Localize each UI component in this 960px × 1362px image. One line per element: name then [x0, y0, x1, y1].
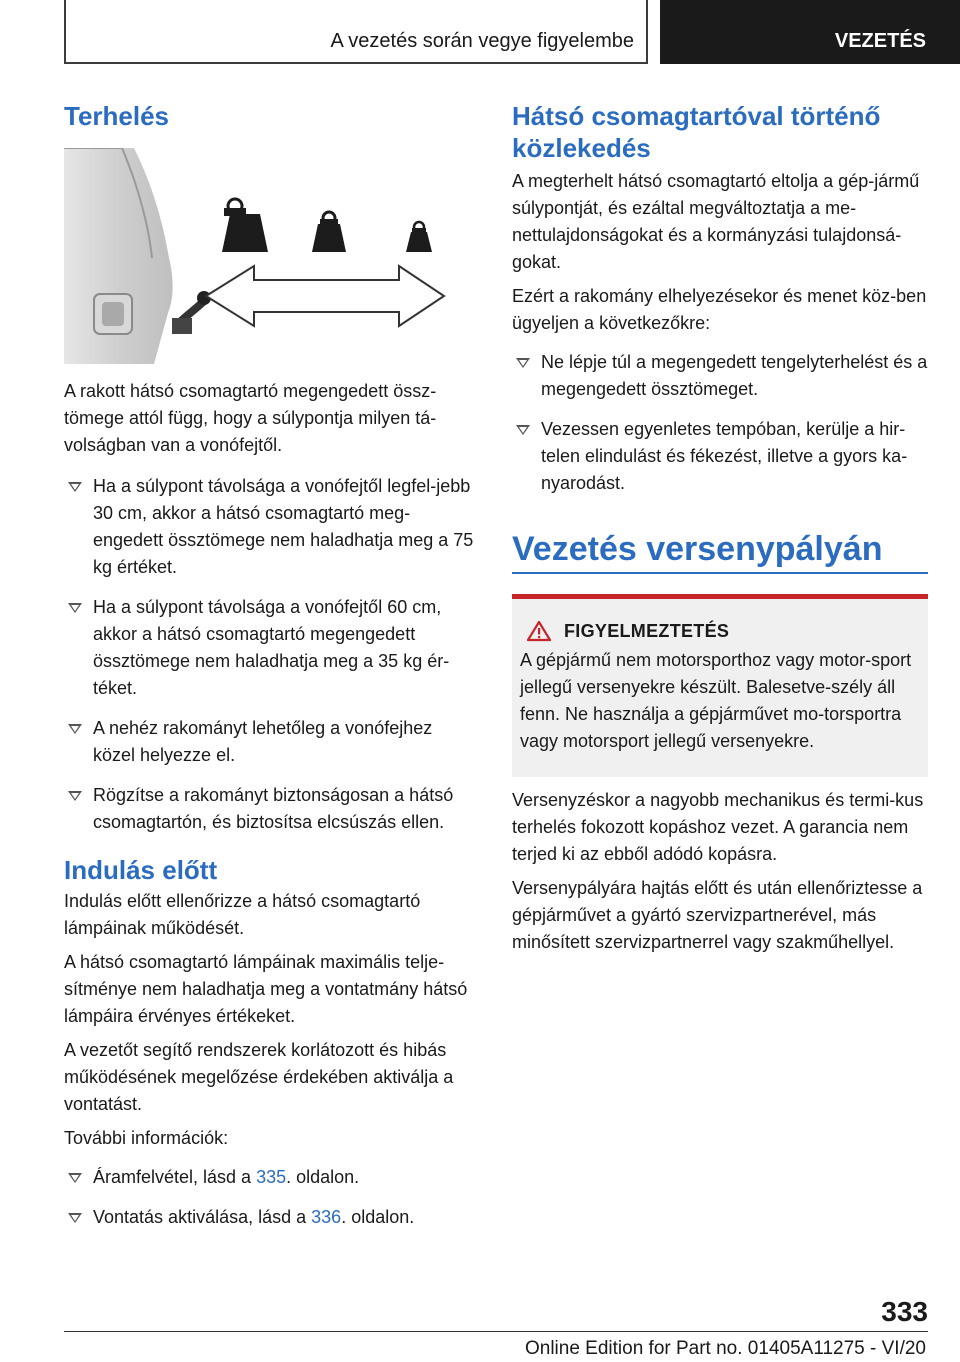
indulas-p3: A vezetőt segítő rendszerek korlátozott és hibás működésének megelőzése érdekében aktiválja a vontatást.	[64, 1040, 454, 1114]
bullet-arrow-icon	[516, 358, 530, 368]
heading-indulas-elott: Indulás előtt	[64, 855, 218, 885]
list-item: Rögzítse a rakományt biztonságosan a hátsó csomagtartón, és biztosítsa elcsúszás ellen.	[64, 782, 478, 836]
list-item: Ha a súlypont távolsága a vonófejtől legfel-jebb 30 cm, akkor a hátsó csomagtartó meg-engedett össztömege nem haladhatja meg a 75 kg értéket.	[64, 473, 478, 581]
footer-divider	[64, 1331, 928, 1332]
verseny-p1: Versenyzéskor a nagyobb mechanikus és termi-kus terhelés fokozott kopáshoz vezet. A garancia nem terjed ki az ebből adódó kopásra.	[512, 790, 924, 864]
heading-terheles: Terhelés	[64, 101, 170, 131]
page-number: 333	[881, 1296, 928, 1327]
heading-hatso-csomagtarto: Hátsó csomagtartóval történő közlekedés	[512, 101, 881, 163]
towbar-load-illustration	[64, 148, 474, 364]
terheles-intro: A rakott hátsó csomagtartó megengedett össz-tömege attól függ, hogy a súlypontja milyen tá-volságban van a vonófejtől.	[64, 381, 437, 455]
list-item: Vezessen egyenletes tempóban, kerülje a hir-telen elindulást és fékezést, illetve a gyors ka-nyarodást.	[512, 416, 928, 497]
bullet-arrow-icon	[68, 603, 82, 613]
indulas-p2: A hátsó csomagtartó lámpáinak maximális telje-sítménye nem haladhatja meg a vontatmány hátsó lámpáira érvényes értékeket.	[64, 952, 468, 1026]
list-item: Áramfelvétel, lásd a 335. oldalon.	[64, 1164, 478, 1191]
csomagtarto-p1: A megterhelt hátsó csomagtartó eltolja a gép-jármű súlypontját, és ezáltal megváltoztatja a me-nettulajdonságokat és a kormányzási tulajdonsá-gokat.	[512, 171, 920, 272]
warning-triangle-icon	[526, 620, 552, 642]
header-chapter-tab[interactable]: VEZETÉS	[660, 0, 960, 64]
list-item: Ha a súlypont távolsága a vonófejtől 60 cm, akkor a hátsó csomagtartó megengedett össztömege nem haladhatja meg a 35 kg ér-téket.	[64, 594, 478, 702]
edition-footer: Online Edition for Part no. 01405A11275 - VI/20	[524, 1338, 926, 1359]
terheles-list	[64, 473, 478, 836]
reference-list	[64, 1164, 478, 1231]
left-column	[64, 100, 478, 1231]
indulas-p4: További információk:	[64, 1128, 229, 1148]
csomagtarto-p2: Ezért a rakomány elhelyezésekor és menet köz-ben ügyeljen a következőkre:	[512, 286, 927, 333]
warning-box	[512, 594, 928, 777]
bullet-arrow-icon	[68, 1213, 82, 1223]
indulas-p1: Indulás előtt ellenőrizze a hátsó csomagtartó lámpáinak működését.	[64, 891, 421, 938]
list-item: Vontatás aktiválása, lásd a 336. oldalon.	[64, 1204, 478, 1231]
page-link-336[interactable]: 336	[311, 1207, 342, 1227]
bullet-arrow-icon	[516, 425, 530, 435]
page-link-335[interactable]: 335	[256, 1167, 287, 1187]
csomagtarto-list	[512, 349, 928, 497]
list-item: A nehéz rakományt lehetőleg a vonófejhez közel helyezze el.	[64, 715, 478, 769]
bullet-arrow-icon	[68, 482, 82, 492]
towbar-load-figure	[64, 148, 474, 364]
heading-versenypalyan: Vezetés versenypályán	[512, 528, 928, 574]
header-section-title: A vezetés során vegye figyelembe	[64, 0, 648, 64]
bullet-arrow-icon	[68, 1173, 82, 1183]
list-item: Ne lépje túl a megengedett tengelyterhelést és a megengedett össztömeget.	[512, 349, 928, 403]
warning-title: FIGYELMEZTETÉS	[520, 619, 920, 643]
bullet-arrow-icon	[68, 724, 82, 734]
right-column	[512, 100, 928, 956]
warning-text: A gépjármű nem motorsporthoz vagy motor-sport jellegű versenyekre készült. Balesetve-szély áll fenn. Ne használja a gépjárművet mo-torsportra vagy motorsport jellegű versenyekre.	[520, 650, 912, 751]
verseny-p2: Versenypályára hajtás előtt és után ellenőriztesse a gépjárművet a gyártó szervizpartnerével, más minősített szervizpartnerrel vagy szakműhellyel.	[512, 878, 923, 952]
bullet-arrow-icon	[68, 791, 82, 801]
